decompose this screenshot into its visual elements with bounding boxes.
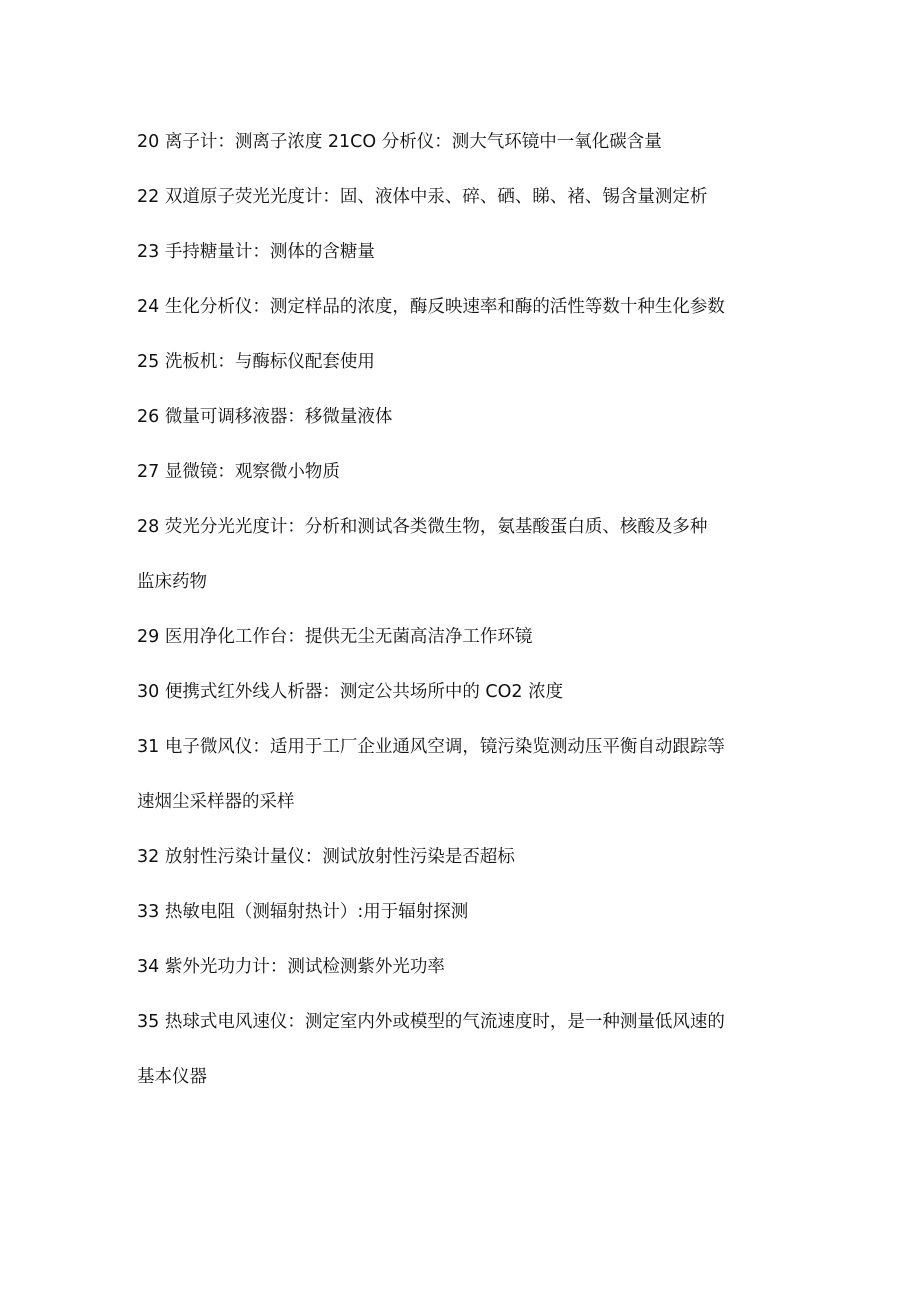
text-line: 31 电子微风仪：适用于工厂企业通风空调，镜污染览测动压平衡自动跟踪等 [137, 737, 725, 757]
text-line: 监床药物 [137, 572, 207, 592]
text-line: 33 热敏电阻（测辐射热计）:用于辐射探测 [137, 902, 469, 922]
text-line: 32 放射性污染计量仪：测试放射性污染是否超标 [137, 847, 515, 867]
text-line: 35 热球式电风速仪：测定室内外或模型的气流速度时，是一种测量低风速的 [137, 1012, 725, 1032]
text-line: 25 洗板机：与酶标仪配套使用 [137, 352, 375, 372]
text-line: 28 荧光分光光度计：分析和测试各类微生物，氨基酸蛋白质、核酸及多种 [137, 517, 708, 537]
text-line: 基本仪器 [137, 1067, 207, 1087]
text-line: 速烟尘采样器的采样 [137, 792, 295, 812]
text-line: 29 医用净化工作台：提供无尘无菌高洁净工作环镜 [137, 627, 533, 647]
text-line: 20 离子计：测离子浓度 21CO 分析仪：测大气环镜中一氧化碳含量 [137, 132, 662, 152]
text-line: 24 生化分析仪：测定样品的浓度，酶反映速率和酶的活性等数十种生化参数 [137, 297, 725, 317]
text-line: 27 显微镜：观察微小物质 [137, 462, 340, 482]
text-line: 34 紫外光功力计：测试检测紫外光功率 [137, 957, 445, 977]
text-line: 23 手持糖量计：测体的含糖量 [137, 242, 375, 262]
text-line: 30 便携式红外线人析器：测定公共场所中的 CO2 浓度 [137, 682, 564, 702]
text-line: 26 微量可调移液器：移微量液体 [137, 407, 393, 427]
text-line: 22 双道原子荧光光度计：固、液体中汞、碎、硒、睇、褚、锡含量测定析 [137, 187, 708, 207]
document-body [137, 126, 777, 1116]
